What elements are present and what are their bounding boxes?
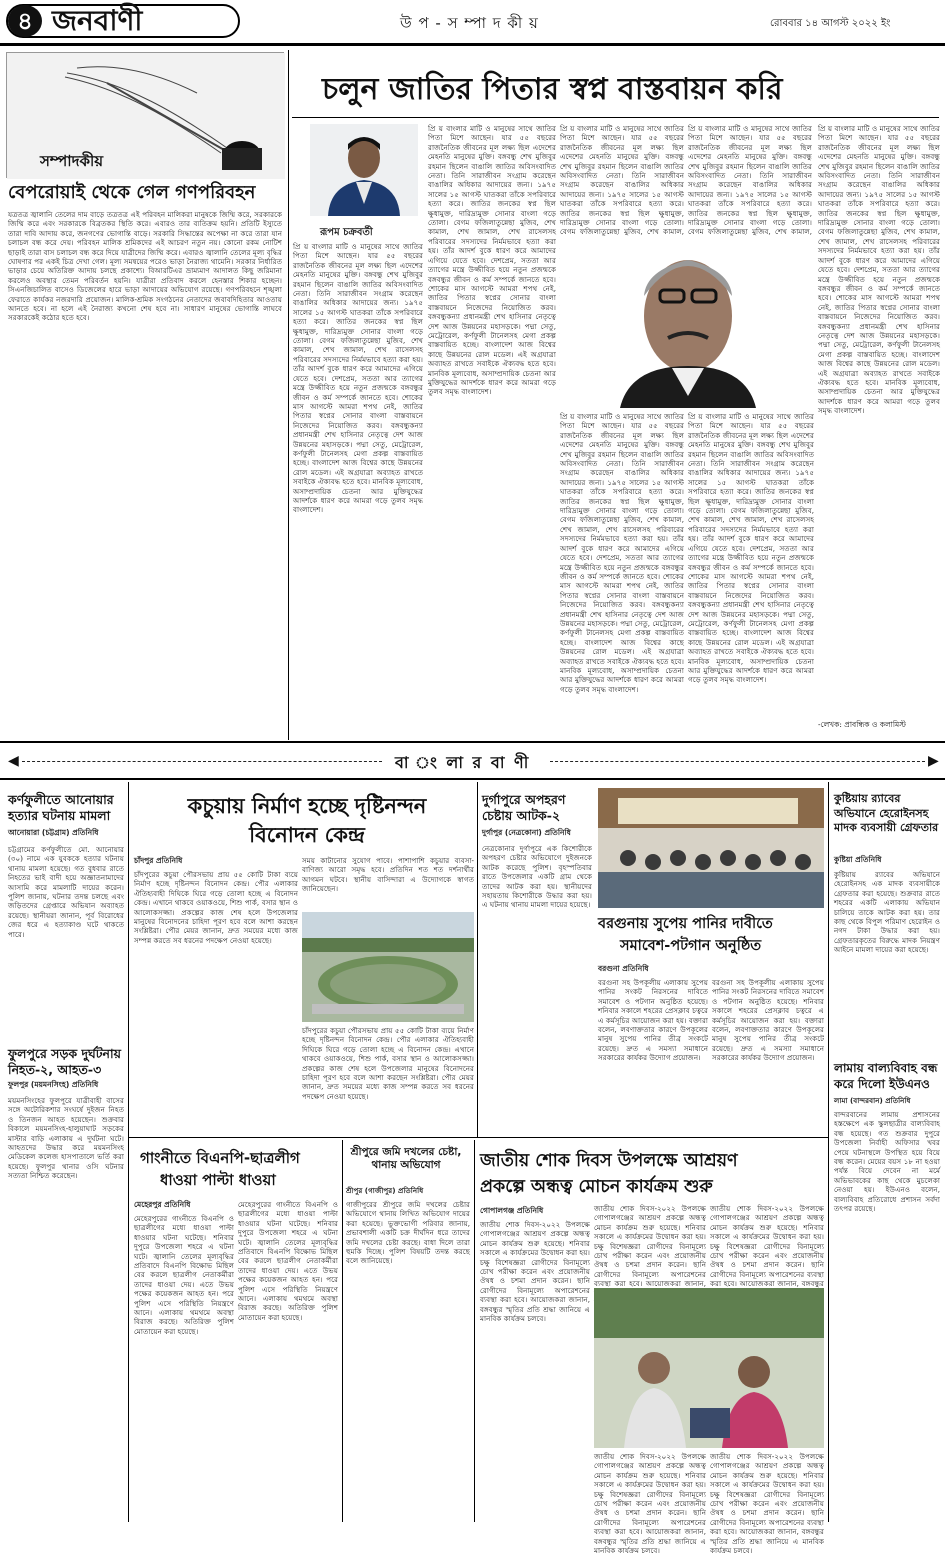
shok-headline-2: প্রকল্পে অন্ধত্ব মোচন কার্যক্রম শুরু (480, 1177, 713, 1197)
lama-byline: লামা (বান্দরবান) প্রতিনিধি (834, 1096, 911, 1105)
kushtia-body: কুষ্টিয়ায় র‍্যাবের অভিযানে হেরোইনসহ এক মাদক ব্যবসায়ীকে গ্রেফতার করা হয়েছে। শুক্রবার রাতে শহরের একটি এলাকায় অভিযান চালিয়ে তাকে আটক করা হয়। তার কাছ থেকে বিপুল পরিমাণ হেরোইন ও নগদ টাকা উদ্ধার করা হয়। গ্রেফতারকৃতের বিরুদ্ধে মাদক নিয়ন্ত্রণ আইনে মামলা দায়ের করা হয়েছে। (834, 870, 940, 955)
barguna-body-2: বরগুনা সহ উপকূলীয় এলাকায় সুপেয় পানির সংকট নিরসনের দাবিতে সমাবেশ ও পটগান অনুষ্ঠিত হয়েছে। শনিবার সকালে শহরের প্রেসক্লাব চত্বরে এ কর্মসূচির আয়োজন করা হয়। বক্তারা বলেন, লবণাক্ততার কারণে উপকূলের মানুষ সুপেয় পানির তীব্র সংকটে রয়েছে। দ্রুত এ সমস্যা সমাধানে সরকারের কার্যকর উদ্যোগ প্রয়োজন। (712, 978, 824, 1063)
karnaphuli-byline: আনোয়ারা (চট্টগ্রাম) প্রতিনিধি (8, 828, 99, 837)
column-body-text-1: প্রি য় বাংলার মাটি ও মানুষের সাথে জাতির পিতা মিশে আছেন। যার ৫৫ বছরের রাজনৈতিক জীবনের মূল লক্ষ্য ছিল এদেশের মেহনতি মানুষের মুক্তি। বঙ্গবন্ধু শেখ মুজিবুর রহমান ছিলেন বাঙালি জাতির অবিসংবাদিত নেতা। তিনি সারাজীবন সংগ্রাম করেছেন বাঙালির অধিকার আদায়ের জন্য। ১৯৭৫ সালের ১৫ আগস্ট ঘাতকরা তাঁকে সপরিবারে হত্যা করে। জাতির জনকের স্বপ্ন ছিল ক্ষুধামুক্ত, দারিদ্র্যমুক্ত সোনার বাংলা গড়ে তোলা। বেগম ফজিলাতুন্নেছা মুজিব, শেখ কামাল, শেখ জামাল, শেখ রাসেলসহ পরিবারের সদস্যদের নির্মমভাবে হত্যা করা হয়। তাঁর আদর্শ বুকে ধারণ করে আমাদের এগিয়ে যেতে হবে। দেশপ্রেম, সততা আর ত্যাগের মন্ত্রে উজ্জীবিত হয়ে নতুন প্রজন্মকে বঙ্গবন্ধুর জীবন ও কর্ম সম্পর্কে জানতে হবে। শোকের মাস আগস্টে আমরা শপথ নেই, জাতির পিতার স্বপ্নের সোনার বাংলা বাস্তবায়নে নিজেদের নিয়োজিত করব। বঙ্গবন্ধুকন্যা প্রধানমন্ত্রী শেখ হাসিনার নেতৃত্বে দেশ আজ উন্নয়নের মহাসড়কে। পদ্মা সেতু, মেট্রোরেল, কর্ণফুলী টানেলসহ মেগা প্রকল্প বাস্তবায়িত হচ্ছে। বাংলাদেশ আজ বিশ্বের কাছে উন্নয়নের রোল মডেল। এই অগ্রযাত্রা অব্যাহত রাখতে সবাইকে ঐক্যবদ্ধ হতে হবে। মানবিক মূল্যবোধ, অসাম্প্রদায়িক চেতনা আর মুক্তিযুদ্ধের আদর্শকে ধারণ করে আমরা গড়ে তুলব সমৃদ্ধ বাংলাদেশ। (293, 242, 423, 515)
kachua-body: চাঁদপুরের কচুয়া পৌরসভায় প্রায় ৫৫ কোটি টাকা ব্যয়ে নির্মাণ হচ্ছে দৃষ্টিনন্দন বিনোদন কেন্দ্র। পৌর এলাকার ঐতিহ্যবাহী দিঘিকে ঘিরে গড়ে তোলা হচ্ছে এ বিনোদন কেন্দ্র। এখানে থাকবে ওয়াকওয়ে, শিশু পার্ক, বসার স্থান ও আলোকসজ্জা। প্রকল্পের কাজ শেষ হলে উপজেলার মানুষের বিনোদনের চাহিদা পূরণ হবে বলে আশা করছেন সংশ্লিষ্টরা। পৌর মেয়র জানান, দ্রুত সময়ের মধ্যে কাজ সম্পন্ন করতে সব ধরনের পদক্ষেপ নেওয়া হয়েছে। (134, 870, 298, 945)
banner-line-left (22, 761, 382, 762)
fulpur-body: ময়মনসিংহের ফুলপুরে যাত্রীবাহী বাসের সঙ্গে অটোরিকশার সংঘর্ষে দুইজন নিহত ও তিনজন আহত হয়েছেন। শুক্রবার বিকালে ময়মনসিংহ-হালুয়াঘাট সড়কের মাস্টার বাড়ি এলাকায় এ দুর্ঘটনা ঘটে। আহতদের উদ্ধার করে ময়মনসিংহ মেডিকেল কলেজ হাসপাতালে ভর্তি করা হয়েছে। ফুলপুর থানার ওসি ঘটনার সত্যতা নিশ্চিত করেছেন। (8, 1096, 124, 1181)
barguna-body: বরগুনা সহ উপকূলীয় এলাকায় সুপেয় পানির সংকট নিরসনের দাবিতে সমাবেশ ও পটগান অনুষ্ঠিত হয়েছে। শনিবার সকালে শহরের প্রেসক্লাব চত্বরে এ কর্মসূচির আয়োজন করা হয়। বক্তারা বলেন, লবণাক্ততার কারণে উপকূলের মানুষ সুপেয় পানির তীব্র সংকটে রয়েছে। দ্রুত এ সমস্যা সমাধানে সরকারের কার্যকর উদ্যোগ প্রয়োজন। (598, 978, 708, 1063)
column-body-6 (560, 412, 684, 734)
author-photo (310, 124, 418, 216)
barguna-rally-photo (598, 788, 824, 908)
fulpur-headline: ফুলপুরে সড়ক দুর্ঘটনায় নিহত-২, আহত-৩ (8, 1046, 122, 1077)
editorial-label: সম্পাদকীয় (40, 152, 104, 170)
gangni-headline-2: ধাওয়া পাল্টা ধাওয়া (160, 1171, 276, 1189)
lama-headline: লামায় বাল্যবিবাহ বন্ধ করে দিলো ইউএনও (834, 1061, 938, 1091)
column-body-text-3: প্রি য় বাংলার মাটি ও মানুষের সাথে জাতির পিতা মিশে আছেন। যার ৫৫ বছরের রাজনৈতিক জীবনের মূল লক্ষ্য ছিল এদেশের মেহনতি মানুষের মুক্তি। বঙ্গবন্ধু শেখ মুজিবুর রহমান ছিলেন বাঙালি জাতির অবিসংবাদিত নেতা। তিনি সারাজীবন সংগ্রাম করেছেন বাঙালির অধিকার আদায়ের জন্য। ১৯৭৫ সালের ১৫ আগস্ট ঘাতকরা তাঁকে সপরিবারে হত্যা করে। জাতির জনকের স্বপ্ন ছিল ক্ষুধামুক্ত, দারিদ্র্যমুক্ত সোনার বাংলা গড়ে তোলা। বেগম ফজিলাতুন্নেছা মুজিব, শেখ কামাল, (560, 124, 684, 237)
editorial-headline: বেপরোয়াই থেকে গেল গণপরিবহন (8, 182, 256, 203)
lower-section-rule (129, 1137, 828, 1138)
kachua-body-3: চাঁদপুরের কচুয়া পৌরসভায় প্রায় ৫৫ কোটি টাকা ব্যয়ে নির্মাণ হচ্ছে দৃষ্টিনন্দন বিনোদন কেন্দ্র। পৌর এলাকার ঐতিহ্যবাহী দিঘিকে ঘিরে গড়ে তোলা হচ্ছে এ বিনোদন কেন্দ্র। এখানে থাকবে ওয়াকওয়ে, শিশু পার্ক, বসার স্থান ও আলোকসজ্জা। প্রকল্পের কাজ শেষ হলে উপজেলার মানুষের বিনোদনের চাহিদা পূরণ হবে বলে আশা করছেন সংশ্লিষ্টরা। পৌর মেয়র জানান, দ্রুত সময়ের মধ্যে কাজ সম্পন্ন করতে সব ধরনের পদক্ষেপ নেওয়া হয়েছে। (302, 1026, 474, 1101)
column-body-text-5: প্রি য় বাংলার মাটি ও মানুষের সাথে জাতির পিতা মিশে আছেন। যার ৫৫ বছরের রাজনৈতিক জীবনের মূল লক্ষ্য ছিল এদেশের মেহনতি মানুষের মুক্তি। বঙ্গবন্ধু শেখ মুজিবুর রহমান ছিলেন বাঙালি জাতির অবিসংবাদিত নেতা। তিনি সারাজীবন সংগ্রাম করেছেন বাঙালির অধিকার আদায়ের জন্য। ১৯৭৫ সালের ১৫ আগস্ট ঘাতকরা তাঁকে সপরিবারে হত্যা করে। জাতির জনকের স্বপ্ন ছিল ক্ষুধামুক্ত, দারিদ্র্যমুক্ত সোনার বাংলা গড়ে তোলা। বেগম ফজিলাতুন্নেছা মুজিব, শেখ কামাল, শেখ জামাল, শেখ রাসেলসহ পরিবারের সদস্যদের নির্মমভাবে হত্যা করা হয়। তাঁর আদর্শ বুকে ধারণ করে আমাদের এগিয়ে যেতে হবে। দেশপ্রেম, সততা আর ত্যাগের মন্ত্রে উজ্জীবিত হয়ে নতুন প্রজন্মকে বঙ্গবন্ধুর জীবন ও কর্ম সম্পর্কে জানতে হবে। শোকের মাস আগস্টে আমরা শপথ নেই, জাতির পিতার স্বপ্নের সোনার বাংলা বাস্তবায়নে নিজেদের নিয়োজিত করব। বঙ্গবন্ধুকন্যা প্রধানমন্ত্রী শেখ হাসিনার নেতৃত্বে দেশ আজ উন্নয়নের মহাসড়কে। পদ্মা সেতু, মেট্রোরেল, কর্ণফুলী টানেলসহ মেগা প্রকল্প বাস্তবায়িত হচ্ছে। বাংলাদেশ আজ বিশ্বের কাছে উন্নয়নের রোল মডেল। এই অগ্রযাত্রা অব্যাহত রাখতে সবাইকে ঐক্যবদ্ধ হতে হবে। মানবিক মূল্যবোধ, অসাম্প্রদায়িক চেতনা আর মুক্তিযুদ্ধের আদর্শকে ধারণ করে আমরা গড়ে তুলব সমৃদ্ধ বাংলাদেশ। (818, 124, 940, 416)
shok-headline-1: জাতীয় শোক দিবস উপলক্ষে আশ্রয়ণ (480, 1151, 738, 1171)
gangni-headline-1: গাংনীতে বিএনপি-ছাত্রলীগ (140, 1149, 300, 1167)
barguna-divider (828, 782, 829, 1522)
column-author: রূপম চক্রবর্তী (320, 227, 373, 238)
karnaphuli-headline: কর্ণফুলীতে আনোয়ার হত্যার ঘটনায় মামলা (8, 792, 114, 823)
issue-date: রোববার ১৪ আগস্ট ২০২২ ইং (770, 18, 891, 29)
karnaphuli-body: চট্টগ্রামের কর্ণফুলীতে মো. আনোয়ার (৩০) নামে এক যুবককে হত্যার ঘটনায় থানায় মামলা হয়েছে। গত বুধবার রাতে নিহতের ভাই বাদী হয়ে অজ্ঞাতনামাদের আসামি করে মামলাটি দায়ের করেন। পুলিশ জানায়, ঘটনার তদন্ত চলছে এবং জড়িতদের গ্রেপ্তারে অভিযান অব্যাহত রয়েছে। স্থানীয়রা জানান, পূর্ব বিরোধের জের ধরে এ হত্যাকাণ্ড ঘটে থাকতে পারে। (8, 845, 124, 939)
kushtia-headline: কুষ্টিয়ায় র‍্যাবের অভিযানে হেরোইনসহ মাদক ব্যবসায়ী গ্রেফতার (834, 792, 939, 834)
column-body-text-4: প্রি য় বাংলার মাটি ও মানুষের সাথে জাতির পিতা মিশে আছেন। যার ৫৫ বছরের রাজনৈতিক জীবনের মূল লক্ষ্য ছিল এদেশের মেহনতি মানুষের মুক্তি। বঙ্গবন্ধু শেখ মুজিবুর রহমান ছিলেন বাঙালি জাতির অবিসংবাদিত নেতা। তিনি সারাজীবন সংগ্রাম করেছেন বাঙালির অধিকার আদায়ের জন্য। ১৯৭৫ সালের ১৫ আগস্ট ঘাতকরা তাঁকে সপরিবারে হত্যা করে। জাতির জনকের স্বপ্ন ছিল ক্ষুধামুক্ত, দারিদ্র্যমুক্ত সোনার বাংলা গড়ে তোলা। বেগম ফজিলাতুন্নেছা মুজিব, শেখ কামাল, (688, 124, 812, 237)
gangni-body: মেহেরপুরের গাংনীতে বিএনপি ও ছাত্রলীগের মধ্যে ধাওয়া পাল্টা ধাওয়ার ঘটনা ঘটেছে। শনিবার দুপুরে উপজেলা শহরে এ ঘটনা ঘটে। জ্বালানি তেলের মূল্যবৃদ্ধির প্রতিবাদে বিএনপি বিক্ষোভ মিছিল বের করলে ছাত্রলীগ নেতাকর্মীরা তাদের ধাওয়া দেয়। এতে উভয় পক্ষের কয়েকজন আহত হন। পরে পুলিশ এসে পরিস্থিতি নিয়ন্ত্রণে আনে। এলাকায় থমথমে অবস্থা বিরাজ করছে। অতিরিক্ত পুলিশ মোতায়েন করা হয়েছে। (134, 1214, 234, 1336)
sreepur-byline: শ্রীপুর (গাজীপুর) প্রতিনিধি (346, 1186, 424, 1195)
column-body-text-7: প্রি য় বাংলার মাটি ও মানুষের সাথে জাতির পিতা মিশে আছেন। যার ৫৫ বছরের রাজনৈতিক জীবনের মূল লক্ষ্য ছিল এদেশের মেহনতি মানুষের মুক্তি। বঙ্গবন্ধু শেখ মুজিবুর রহমান ছিলেন বাঙালি জাতির অবিসংবাদিত নেতা। তিনি সারাজীবন সংগ্রাম করেছেন বাঙালির অধিকার আদায়ের জন্য। ১৯৭৫ সালের ১৫ আগস্ট ঘাতকরা তাঁকে সপরিবারে হত্যা করে। জাতির জনকের স্বপ্ন ছিল ক্ষুধামুক্ত, দারিদ্র্যমুক্ত সোনার বাংলা গড়ে তোলা। বেগম ফজিলাতুন্নেছা মুজিব, শেখ কামাল, শেখ জামাল, শেখ রাসেলসহ পরিবারের সদস্যদের নির্মমভাবে হত্যা করা হয়। তাঁর আদর্শ বুকে ধারণ করে আমাদের এগিয়ে যেতে হবে। দেশপ্রেম, সততা আর ত্যাগের মন্ত্রে উজ্জীবিত হয়ে নতুন প্রজন্মকে বঙ্গবন্ধুর জীবন ও কর্ম সম্পর্কে জানতে হবে। শোকের মাস আগস্টে আমরা শপথ নেই, জাতির পিতার স্বপ্নের সোনার বাংলা বাস্তবায়নে নিজেদের নিয়োজিত করব। বঙ্গবন্ধুকন্যা প্রধানমন্ত্রী শেখ হাসিনার নেতৃত্বে দেশ আজ উন্নয়নের মহাসড়কে। পদ্মা সেতু, মেট্রোরেল, কর্ণফুলী টানেলসহ মেগা প্রকল্প বাস্তবায়িত হচ্ছে। বাংলাদেশ আজ বিশ্বের কাছে উন্নয়নের রোল মডেল। এই অগ্রযাত্রা অব্যাহত রাখতে সবাইকে ঐক্যবদ্ধ হতে হবে। মানবিক মূল্যবোধ, অসাম্প্রদায়িক চেতনা আর মুক্তিযুদ্ধের আদর্শকে ধারণ করে আমরা গড়ে তুলব সমৃদ্ধ বাংলাদেশ। (688, 412, 814, 685)
eye-camp-photo (594, 1288, 824, 1448)
gangni-divider (342, 1140, 343, 1522)
kachua-byline: চাঁদপুর প্রতিনিধি (134, 856, 183, 865)
sreepur-divider (474, 1140, 475, 1522)
shok-byline: গোপালগঞ্জ প্রতিনিধি (480, 1206, 544, 1215)
banner-line-right (550, 761, 925, 762)
kushtia-byline: কুষ্টিয়া প্রতিনিধি (834, 855, 882, 864)
sreepur-headline: শ্রীপুরে জমি দখলের চেষ্টা, থানায় অভিযোগ (350, 1146, 462, 1171)
kachua-headline-1: কচুয়ায় নির্মাণ হচ্ছে দৃষ্টিনন্দন (187, 794, 427, 818)
kachua-pond-photo (302, 912, 474, 1022)
newspaper-logo (52, 2, 142, 40)
banner-arrow-right: ▶ (928, 753, 939, 769)
shok-body: জাতীয় শোক দিবস-২০২২ উপলক্ষে গোপালগঞ্জের আশ্রয়ণ প্রকল্পে অন্ধত্ব মোচন কার্যক্রম শুরু হয়েছে। শনিবার সকালে এ কার্যক্রমের উদ্বোধন করা হয়। চক্ষু বিশেষজ্ঞরা রোগীদের বিনামূল্যে চোখ পরীক্ষা করেন এবং প্রয়োজনীয় ঔষধ ও চশমা প্রদান করেন। ছানি রোগীদের বিনামূল্যে অপারেশনের ব্যবস্থা করা হবে। আয়োজকরা জানান, বঙ্গবন্ধুর স্মৃতির প্রতি শ্রদ্ধা জানিয়ে এ মানবিক কার্যক্রম চলবে। (480, 1220, 590, 1324)
kachua-body-2: সময় কাটানোর সুযোগ পাবে। পাশাপাশি কচুয়ার ব্যবসা-বাণিজ্য আরো সমৃদ্ধ হবে। প্রতিদিন শত শত দর্শনার্থীর আগমন ঘটবে। স্থানীয় বাসিন্দারা এ উদ্যোগকে স্বাগত জানিয়েছেন। (302, 856, 474, 894)
banner-bottom-rule (0, 778, 945, 780)
banner-arrow-left: ◀ (8, 753, 19, 769)
durgapur-byline: দুর্গাপুর (নেত্রকোনা) প্রতিনিধি (482, 828, 571, 837)
section-title: উ প - স ম্পা দ কী য় (400, 14, 539, 32)
col1-divider (128, 782, 129, 1522)
sreepur-body: গাজীপুরের শ্রীপুরে জমি দখলের চেষ্টার অভিযোগে থানায় লিখিত অভিযোগ দায়ের করা হয়েছে। ভুক্তভোগী পরিবার জানায়, প্রভাবশালী একটি চক্র দীর্ঘদিন ধরে তাদের জমি দখলের চেষ্টা করছে। বাধা দিলে তারা হুমকি দিচ্ছে। পুলিশ বিষয়টি তদন্ত করছে বলে জানিয়েছে। (346, 1200, 470, 1266)
column-body-1 (293, 242, 423, 734)
barguna-byline: বরগুনা প্রতিনিধি (598, 964, 649, 973)
column-body-text-2: প্রি য় বাংলার মাটি ও মানুষের সাথে জাতির পিতা মিশে আছেন। যার ৫৫ বছরের রাজনৈতিক জীবনের মূল লক্ষ্য ছিল এদেশের মেহনতি মানুষের মুক্তি। বঙ্গবন্ধু শেখ মুজিবুর রহমান ছিলেন বাঙালি জাতির অবিসংবাদিত নেতা। তিনি সারাজীবন সংগ্রাম করেছেন বাঙালির অধিকার আদায়ের জন্য। ১৯৭৫ সালের ১৫ আগস্ট ঘাতকরা তাঁকে সপরিবারে হত্যা করে। জাতির জনকের স্বপ্ন ছিল ক্ষুধামুক্ত, দারিদ্র্যমুক্ত সোনার বাংলা গড়ে তোলা। বেগম ফজিলাতুন্নেছা মুজিব, শেখ কামাল, শেখ জামাল, শেখ রাসেলসহ পরিবারের সদস্যদের নির্মমভাবে হত্যা করা হয়। তাঁর আদর্শ বুকে ধারণ করে আমাদের এগিয়ে যেতে হবে। দেশপ্রেম, সততা আর ত্যাগের মন্ত্রে উজ্জীবিত হয়ে নতুন প্রজন্মকে বঙ্গবন্ধুর জীবন ও কর্ম সম্পর্কে জানতে হবে। শোকের মাস আগস্টে আমরা শপথ নেই, জাতির পিতার স্বপ্নের সোনার বাংলা বাস্তবায়নে নিজেদের নিয়োজিত করব। বঙ্গবন্ধুকন্যা প্রধানমন্ত্রী শেখ হাসিনার নেতৃত্বে দেশ আজ উন্নয়নের মহাসড়কে। পদ্মা সেতু, মেট্রোরেল, কর্ণফুলী টানেলসহ মেগা প্রকল্প বাস্তবায়িত হচ্ছে। বাংলাদেশ আজ বিশ্বের কাছে উন্নয়নের রোল মডেল। এই অগ্রযাত্রা অব্যাহত রাখতে সবাইকে ঐক্যবদ্ধ হতে হবে। মানবিক মূল্যবোধ, অসাম্প্রদায়িক চেতনা আর মুক্তিযুদ্ধের আদর্শকে ধারণ করে আমরা গড়ে তুলব সমৃদ্ধ বাংলাদেশ। (428, 124, 556, 397)
fulpur-byline: ফুলপুর (ময়মনসিংহ) প্রতিনিধি (8, 1080, 99, 1089)
banner-top-rule (0, 741, 945, 743)
durgapur-headline: দুর্গাপুরে অপহরণ চেষ্টায় আটক-২ (482, 792, 566, 823)
column-body-text-6: প্রি য় বাংলার মাটি ও মানুষের সাথে জাতির পিতা মিশে আছেন। যার ৫৫ বছরের রাজনৈতিক জীবনের মূল লক্ষ্য ছিল এদেশের মেহনতি মানুষের মুক্তি। বঙ্গবন্ধু শেখ মুজিবুর রহমান ছিলেন বাঙালি জাতির অবিসংবাদিত নেতা। তিনি সারাজীবন সংগ্রাম করেছেন বাঙালির অধিকার আদায়ের জন্য। ১৯৭৫ সালের ১৫ আগস্ট ঘাতকরা তাঁকে সপরিবারে হত্যা করে। জাতির জনকের স্বপ্ন ছিল ক্ষুধামুক্ত, দারিদ্র্যমুক্ত সোনার বাংলা গড়ে তোলা। বেগম ফজিলাতুন্নেছা মুজিব, শেখ কামাল, শেখ জামাল, শেখ রাসেলসহ পরিবারের সদস্যদের নির্মমভাবে হত্যা করা হয়। তাঁর আদর্শ বুকে ধারণ করে আমাদের এগিয়ে যেতে হবে। দেশপ্রেম, সততা আর ত্যাগের মন্ত্রে উজ্জীবিত হয়ে নতুন প্রজন্মকে বঙ্গবন্ধুর জীবন ও কর্ম সম্পর্কে জানতে হবে। শোকের মাস আগস্টে আমরা শপথ নেই, জাতির পিতার স্বপ্নের সোনার বাংলা বাস্তবায়নে নিজেদের নিয়োজিত করব। বঙ্গবন্ধুকন্যা প্রধানমন্ত্রী শেখ হাসিনার নেতৃত্বে দেশ আজ উন্নয়নের মহাসড়কে। পদ্মা সেতু, মেট্রোরেল, কর্ণফুলী টানেলসহ মেগা প্রকল্প বাস্তবায়িত হচ্ছে। বাংলাদেশ আজ বিশ্বের কাছে উন্নয়নের রোল মডেল। এই অগ্রযাত্রা অব্যাহত রাখতে সবাইকে ঐক্যবদ্ধ হতে হবে। মানবিক মূল্যবোধ, অসাম্প্রদায়িক চেতনা আর মুক্তিযুদ্ধের আদর্শকে ধারণ করে আমরা গড়ে তুলব সমৃদ্ধ বাংলাদেশ। (560, 412, 684, 694)
column-author-note: -লেখক: প্রাবন্ধিক ও কলামিস্ট (818, 720, 906, 729)
banner-title: বা ং লা র বা ণী (395, 753, 531, 772)
column-headline-rule (292, 117, 939, 118)
lama-body: বান্দরবানের লামায় প্রশাসনের হস্তক্ষেপে এক স্কুলছাত্রীর বাল্যবিবাহ বন্ধ হয়েছে। গত শুক্রবার দুপুরে উপজেলা নির্বাহী অফিসার খবর পেয়ে ঘটনাস্থলে উপস্থিত হয়ে বিয়ে বন্ধ করেন। মেয়ের বয়স ১৮ না হওয়া পর্যন্ত বিয়ে দেবেন না মর্মে অভিভাবকের কাছ থেকে মুচলেকা নেওয়া হয়। ইউএনও বলেন, বাল্যবিবাহ প্রতিরোধে প্রশাসন সর্বদা তৎপর রয়েছে। (834, 1110, 940, 1214)
masthead-rule (0, 43, 945, 46)
gangni-byline: মেহেরপুর প্রতিনিধি (134, 1200, 191, 1209)
editorial-divider (288, 50, 289, 740)
column-body-7 (688, 412, 814, 734)
shok-body-2: জাতীয় শোক দিবস-২০২২ উপলক্ষে গোপালগঞ্জের আশ্রয়ণ প্রকল্পে অন্ধত্ব মোচন কার্যক্রম শুরু হয়েছে। শনিবার সকালে এ কার্যক্রমের উদ্বোধন করা হয়। চক্ষু বিশেষজ্ঞরা রোগীদের বিনামূল্যে চোখ পরীক্ষা করেন এবং প্রয়োজনীয় ঔষধ ও চশমা প্রদান করেন। ছানি রোগীদের বিনামূল্যে অপারেশনের ব্যবস্থা করা হবে। আয়োজকরা জানান, (594, 1204, 706, 1289)
editorial-body: যত্রতত্র জ্বালানি তেলের দাম বাড়ে তত্রতত্র এই পরিবহন মালিকরা মানুষকে জিম্মি করে, সরকারকে জিম্মি করে এবং সরকারকে বিব্রতকর স্থিতি করে। এবারও তার ব্যতিক্রম হয়নি। প্রতিটি ইস্যুতে তারা দাবি আদায় করে, জনগণের ভোগান্তি বাড়ে। সরকারি সিদ্ধান্তের অপেক্ষা না করে তারা যান চলাচল বন্ধ করে দেয়। পরিবহন মালিক শ্রমিকদের এই আচরণ নতুন নয়। কোনো রকম নোটিশ ছাড়াই তারা বাস চলাচল বন্ধ করে দিয়ে যাত্রীদের জিম্মি করে। এবারও জ্বালানি তেলের মূল্য বৃদ্ধির ঘোষণার পর একই চিত্র দেখা গেল। মূল্য সমন্বয়ের পরেও ভাড়া নৈরাজ্য থামেনি। সরকার নির্ধারিত ভাড়ার চেয়ে অতিরিক্ত আদায় চলছে প্রকাশ্যে। বিআরটিএর ভ্রাম্যমাণ আদালত কিছু জরিমানা করলেও অবস্থার তেমন পরিবর্তন হয়নি। যাত্রীরা প্রতিবাদ করলে হেনস্তার শিকার হচ্ছেন। সিএনজিচালিত বাসেও ডিজেলের হারে ভাড়া আদায়ের অভিযোগ রয়েছে। গণপরিবহনে শৃঙ্খলা ফেরাতে কার্যকর নজরদারি প্রয়োজন। মালিক-শ্রমিক সংগঠনের নেতাদের জবাবদিহিতার আওতায় আনতে হবে। না হলে এই নৈরাজ্য কখনো শেষ হবে না। সাধারণ মানুষের ভোগান্তি লাঘবে সরকারকেই কঠোর হতে হবে। (8, 210, 282, 323)
column-body-5 (818, 124, 940, 714)
gangni-body-2: মেহেরপুরের গাংনীতে বিএনপি ও ছাত্রলীগের মধ্যে ধাওয়া পাল্টা ধাওয়ার ঘটনা ঘটেছে। শনিবার দুপুরে উপজেলা শহরে এ ঘটনা ঘটে। জ্বালানি তেলের মূল্যবৃদ্ধির প্রতিবাদে বিএনপি বিক্ষোভ মিছিল বের করলে ছাত্রলীগ নেতাকর্মীরা তাদের ধাওয়া দেয়। এতে উভয় পক্ষের কয়েকজন আহত হন। পরে পুলিশ এসে পরিস্থিতি নিয়ন্ত্রণে আনে। এলাকায় থমথমে অবস্থা বিরাজ করছে। অতিরিক্ত পুলিশ মোতায়েন করা হয়েছে। (238, 1200, 338, 1322)
kachua-headline-2: বিনোদন কেন্দ্র (249, 823, 365, 847)
durgapur-body: নেত্রকোনার দুর্গাপুরে এক কিশোরীকে অপহরণ চেষ্টার অভিযোগে দুইজনকে আটক করেছে পুলিশ। বৃহস্পতিবার রাতে উপজেলার একটি গ্রাম থেকে তাদের আটক করা হয়। স্থানীয়দের সহায়তায় কিশোরীকে উদ্ধার করা হয়। এ ঘটনায় থানায় মামলা দায়ের হয়েছে। (482, 844, 592, 910)
column-headline: চলুন জাতির পিতার স্বপ্ন বাস্তবায়ন করি (322, 72, 783, 107)
bangabandhu-portrait (560, 236, 816, 408)
shok-body-3: জাতীয় শোক দিবস-২০২২ উপলক্ষে গোপালগঞ্জের আশ্রয়ণ প্রকল্পে অন্ধত্ব মোচন কার্যক্রম শুরু হয়েছে। শনিবার সকালে এ কার্যক্রমের উদ্বোধন করা হয়। চক্ষু বিশেষজ্ঞরা রোগীদের বিনামূল্যে চোখ পরীক্ষা করেন এবং প্রয়োজনীয় ঔষধ ও চশমা প্রদান করেন। ছানি রোগীদের বিনামূল্যে অপারেশনের ব্যবস্থা করা হবে। আয়োজকরা জানান, বঙ্গবন্ধুর (710, 1204, 824, 1289)
barguna-headline-1: বরগুনায় সুপেয় পানির দাবীতে (598, 916, 773, 932)
logo-part-bani: বাণী (93, 4, 143, 37)
column-body-2 (428, 124, 556, 734)
page-number: ৪ (8, 5, 42, 37)
barguna-headline-2: সমাবেশ-পটগান অনুষ্ঠিত (620, 938, 762, 954)
shok-body-5: জাতীয় শোক দিবস-২০২২ উপলক্ষে গোপালগঞ্জের আশ্রয়ণ প্রকল্পে অন্ধত্ব মোচন কার্যক্রম শুরু হয়েছে। শনিবার সকালে এ কার্যক্রমের উদ্বোধন করা হয়। চক্ষু বিশেষজ্ঞরা রোগীদের বিনামূল্যে চোখ পরীক্ষা করেন এবং প্রয়োজনীয় ঔষধ ও চশমা প্রদান করেন। ছানি রোগীদের বিনামূল্যে অপারেশনের ব্যবস্থা করা হবে। আয়োজকরা জানান, বঙ্গবন্ধুর স্মৃতির প্রতি শ্রদ্ধা জানিয়ে এ মানবিক কার্যক্রম চলবে। (710, 1452, 824, 1555)
logo-part-jon: জন (52, 4, 94, 37)
shok-body-4: জাতীয় শোক দিবস-২০২২ উপলক্ষে গোপালগঞ্জের আশ্রয়ণ প্রকল্পে অন্ধত্ব মোচন কার্যক্রম শুরু হয়েছে। শনিবার সকালে এ কার্যক্রমের উদ্বোধন করা হয়। চক্ষু বিশেষজ্ঞরা রোগীদের বিনামূল্যে চোখ পরীক্ষা করেন এবং প্রয়োজনীয় ঔষধ ও চশমা প্রদান করেন। ছানি রোগীদের বিনামূল্যে অপারেশনের ব্যবস্থা করা হবে। আয়োজকরা জানান, বঙ্গবন্ধুর স্মৃতির প্রতি শ্রদ্ধা জানিয়ে এ মানবিক কার্যক্রম চলবে। (594, 1452, 706, 1555)
kachua-divider (477, 782, 478, 1137)
